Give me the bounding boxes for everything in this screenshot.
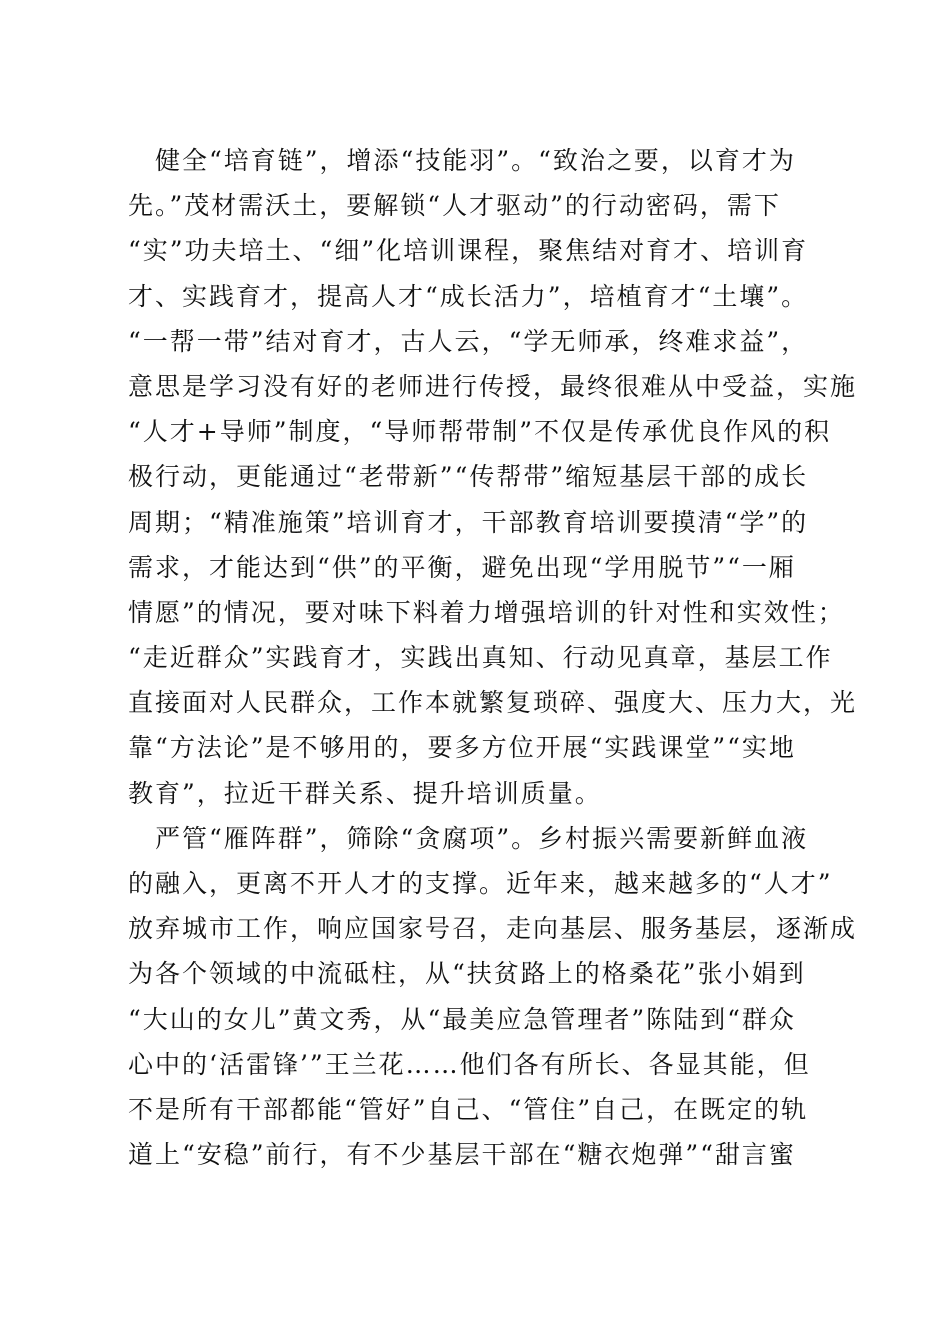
document-body — [128, 138, 858, 1177]
text-line: “走近群众”实践育才，实践出真知、行动见真章，基层工作 — [128, 643, 833, 673]
text-line: 健全“培育链”，增添“技能羽”。“致治之要，以育才为 — [128, 146, 796, 175]
text-line: 极行动，更能通过“老带新”“传帮带”缩短基层干部的成长 — [128, 462, 809, 492]
text-line: 道上“安稳”前行，有不少基层干部在“糖衣炮弹”“甜言蜜 — [128, 1140, 796, 1170]
text-line: 意思是学习没有好的老师进行传授，最终很难从中受益，实施 — [128, 371, 858, 401]
text-line: “实”功夫培土、“细”化培训课程，聚焦结对育才、培训育 — [128, 236, 809, 266]
text-line: “一帮一带”结对育才，古人云，“学无师承，终难求益”， — [128, 326, 809, 356]
text-line: 才、实践育才，提高人才“成长活力”，培植育才“土壤”。 — [128, 281, 809, 311]
paragraph-strict-management — [128, 816, 858, 1178]
text-line: 教育”，拉近干群关系、提升培训质量。 — [128, 778, 602, 808]
text-line: 严管“雁阵群”，筛除“贪腐项”。乡村振兴需要新鲜血液 — [128, 823, 809, 853]
text-line: 为各个领域的中流砥柱，从“扶贫路上的格桑花”张小娟到 — [128, 959, 806, 989]
text-line: 不是所有干部都能“管好”自己、“管住”自己，在既定的轨 — [128, 1094, 809, 1124]
text-line: 情愿”的情况，要对味下料着力增强培训的针对性和实效性； — [128, 597, 845, 627]
text-line: 直接面对人民群众，工作本就繁复琐碎、强度大、压力大，光 — [128, 688, 858, 718]
text-line: 周期；“精准施策”培训育才，干部教育培训要摸清“学”的 — [128, 507, 809, 537]
text-line: 靠“方法论”是不够用的，要多方位开展“实践课堂”“实地 — [128, 733, 796, 763]
text-line: 先。”茂材需沃土，要解锁“人才驱动”的行动密码，需下 — [128, 191, 781, 221]
text-line: 放弃城市工作，响应国家号召，走向基层、服务基层，逐渐成 — [128, 914, 858, 944]
text-line: 需求，才能达到“供”的平衡，避免出现“学用脱节”“一厢 — [128, 552, 796, 582]
text-line: 的融入，更离不开人才的支撑。近年来，越来越多的“人才” — [128, 869, 833, 898]
text-line: “大山的女儿”黄文秀，从“最美应急管理者”陈陆到“群众 — [128, 1004, 796, 1034]
paragraph-talent-cultivation — [128, 138, 858, 816]
text-line: “人才+导师”制度，“导师帮带制”不仅是传承优良作风的积 — [128, 417, 832, 447]
text-line: 心中的‘活雷锋’”王兰花……他们各有所长、各显其能，但 — [128, 1049, 811, 1079]
